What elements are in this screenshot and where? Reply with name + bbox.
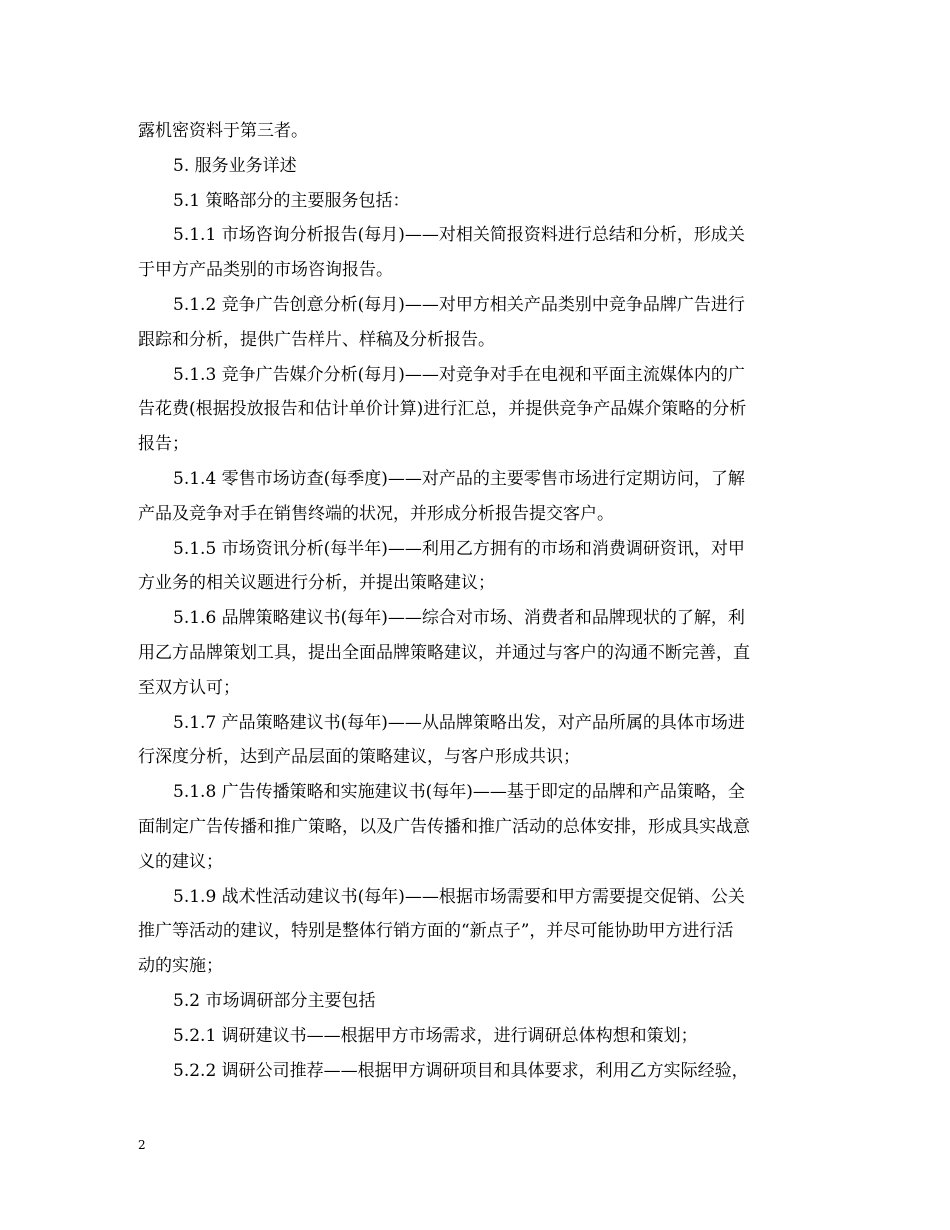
text-line: 5.1.9 战术性活动建议书(每年)——根据市场需要和甲方需要提交促销、公关 [173, 886, 745, 907]
text-line: 5.1.1 市场咨询分析报告(每月)——对相关简报资料进行总结和分析，形成关 [173, 225, 745, 246]
text-line: 至双方认可； [138, 677, 240, 698]
text-line: 5.1.4 零售市场访查(每季度)——对产品的主要零售市场进行定期访问，了解 [173, 468, 745, 489]
text-line: 5.2.1 调研建议书——根据甲方市场需求，进行调研总体构想和策划； [173, 1025, 698, 1046]
text-line: 告花费(根据投放报告和估计单价计算)进行汇总，并提供竞争产品媒介策略的分析 [138, 399, 747, 420]
text-line: 5.1.3 竞争广告媒介分析(每月)——对竞争对手在电视和平面主流媒体内的广 [173, 364, 745, 385]
text-line: 5.1.2 竞争广告创意分析(每月)——对甲方相关产品类别中竞争品牌广告进行 [173, 294, 745, 315]
text-line: 5.1.6 品牌策略建议书(每年)——综合对市场、消费者和品牌现状的了解，利 [173, 608, 745, 629]
text-line: 推广等活动的建议，特别是整体行销方面的“新点子”，并尽可能协助甲方进行活 [138, 921, 734, 942]
text-line: 义的建议； [138, 851, 223, 872]
text-line: 5.2 市场调研部分主要包括 [173, 990, 376, 1011]
text-line: 5.1.7 产品策略建议书(每年)——从品牌策略出发，对产品所属的具体市场进 [173, 712, 745, 733]
text-line: 跟踪和分析，提供广告样片、样稿及分析报告。 [138, 329, 495, 350]
text-line: 动的实施； [138, 956, 223, 977]
text-line: 5.1.5 市场资讯分析(每半年)——利用乙方拥有的市场和消费调研资讯，对甲 [173, 538, 745, 559]
text-line: 方业务的相关议题进行分析，并提出策略建议； [138, 573, 495, 594]
text-line: 露机密资料于第三者。 [138, 121, 308, 141]
text-line: 于甲方产品类别的市场咨询报告。 [138, 260, 393, 281]
text-line: 产品及竞争对手在销售终端的状况，并形成分析报告提交客户。 [138, 503, 614, 524]
text-line: 面制定广告传播和推广策略，以及广告传播和推广活动的总体安排，形成具实战意 [138, 816, 750, 837]
text-line: 5.2.2 调研公司推荐——根据甲方调研项目和具体要求，利用乙方实际经验， [173, 1060, 749, 1081]
text-line: 5. 服务业务详述 [173, 155, 297, 176]
text-line: 报告； [138, 434, 189, 455]
document-body [138, 114, 818, 1088]
text-line: 5.1.8 广告传播策略和实施建议书(每年)——基于即定的品牌和产品策略，全 [173, 782, 745, 803]
text-line: 行深度分析，达到产品层面的策略建议，与客户形成共识； [138, 747, 580, 768]
text-line: 用乙方品牌策划工具，提出全面品牌策略建议，并通过与客户的沟通不断完善，直 [138, 642, 750, 663]
page-number: 2 [138, 1138, 146, 1152]
text-line: 5.1 策略部分的主要服务包括： [173, 190, 410, 211]
